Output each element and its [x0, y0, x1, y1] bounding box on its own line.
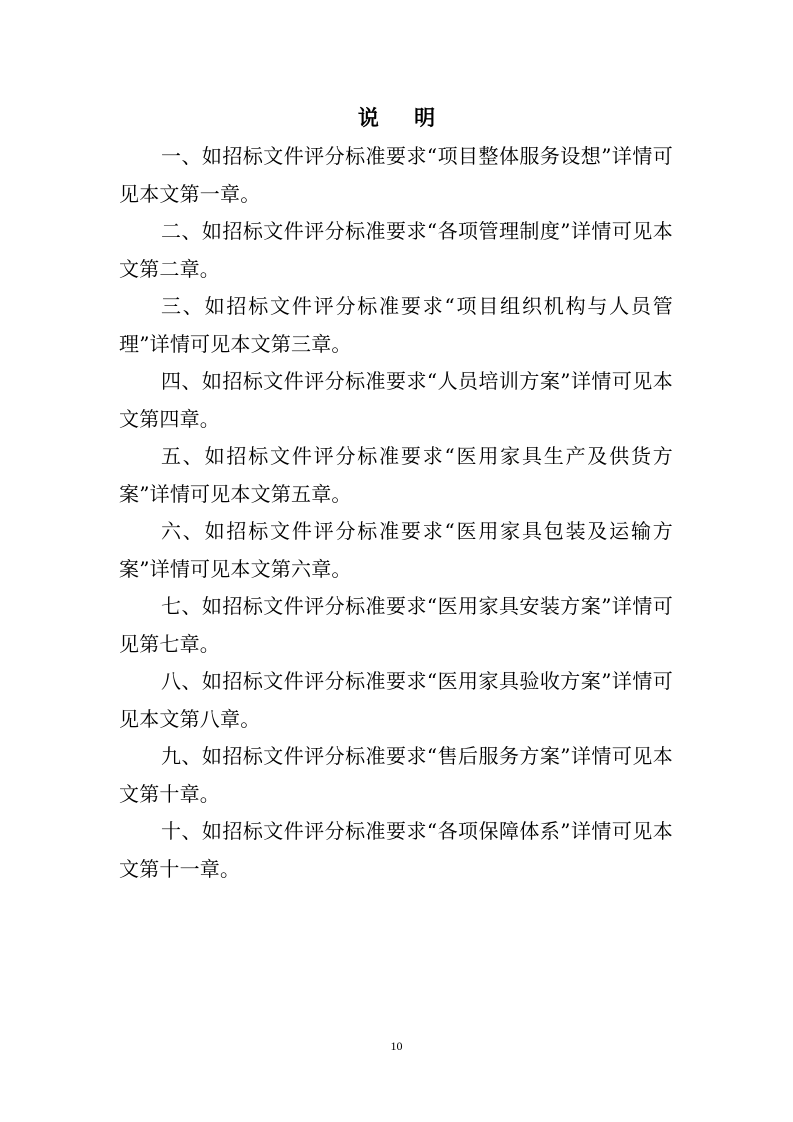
paragraph-5: 五、如招标文件评分标准要求“医用家具生产及供货方案”详情可见本文第五章。	[119, 444, 673, 506]
paragraph-8: 八、如招标文件评分标准要求“医用家具验收方案”详情可见本文第八章。	[119, 669, 673, 731]
paragraph-1: 一、如招标文件评分标准要求“项目整体服务设想”详情可见本文第一章。	[119, 144, 673, 206]
paragraph-4: 四、如招标文件评分标准要求“人员培训方案”详情可见本文第四章。	[119, 369, 673, 431]
paragraph-2: 二、如招标文件评分标准要求“各项管理制度”详情可见本文第二章。	[119, 219, 673, 281]
page-title: 说 明	[357, 105, 450, 130]
paragraph-7: 七、如招标文件评分标准要求“医用家具安装方案”详情可见第七章。	[119, 594, 673, 656]
paragraph-9: 九、如招标文件评分标准要求“售后服务方案”详情可见本文第十章。	[119, 744, 673, 806]
paragraph-6: 六、如招标文件评分标准要求“医用家具包装及运输方案”详情可见本文第六章。	[119, 519, 673, 581]
paragraph-3: 三、如招标文件评分标准要求“项目组织机构与人员管理”详情可见本文第三章。	[119, 294, 673, 356]
paragraph-10: 十、如招标文件评分标准要求“各项保障体系”详情可见本文第十一章。	[119, 819, 673, 881]
document-body	[119, 138, 673, 888]
page-number: 10	[390, 1039, 403, 1053]
